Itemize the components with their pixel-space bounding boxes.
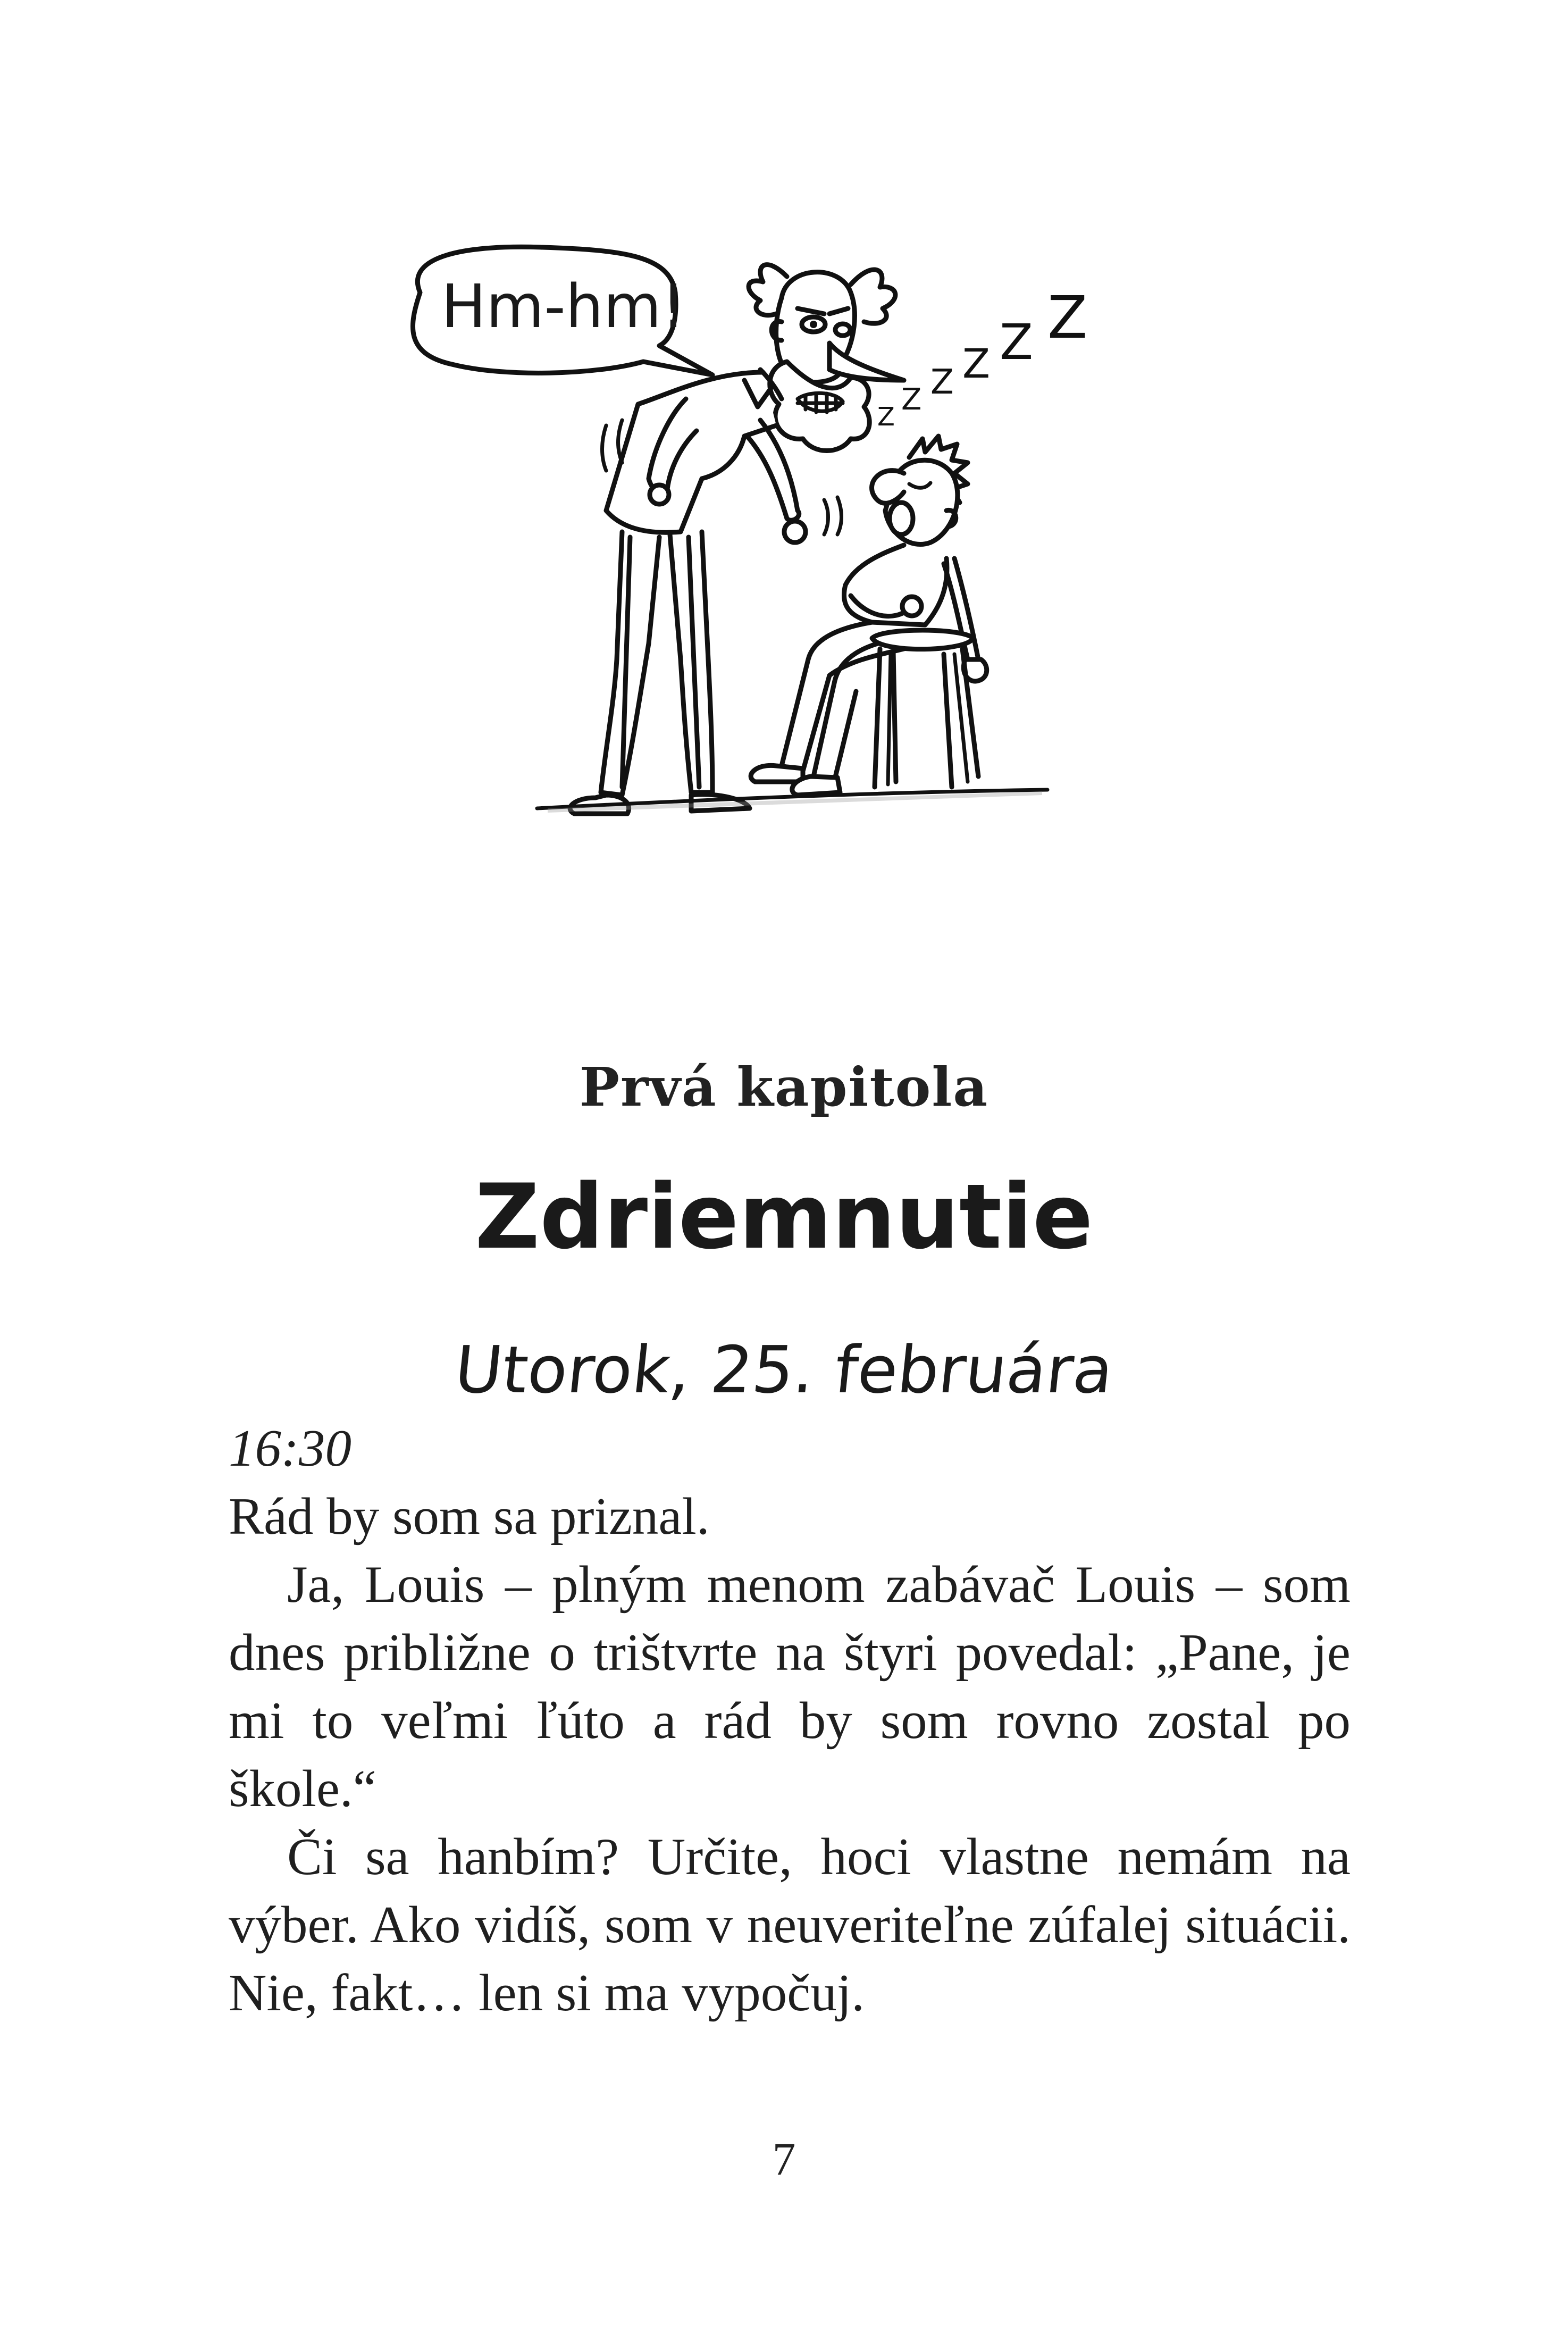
date-heading: Utorok, 25. februára [451,1332,1117,1408]
paragraph: Či sa hanbím? Určite, hoci vlastne nemám na výber. Ako vidíš, som v neuveriteľne zúfalej situácii. Nie, fakt… len si ma vypočuj. [229,1828,1351,2022]
paragraph: Rád by som sa priznal. [229,1487,710,1545]
speech-bubble [413,247,712,375]
svg-text:Z: Z [1000,314,1034,371]
snore-zs [877,283,1087,432]
svg-text:Z: Z [962,340,991,387]
chapter-title: Zdriemnutie [475,1165,1093,1269]
svg-text:Z: Z [930,363,954,402]
chapter-illustration [372,234,1202,957]
page-number: 7 [772,2134,796,2185]
chapter-label: Prvá kapitola [579,1056,989,1118]
svg-text:Z: Z [1047,283,1088,352]
speech-bubble-text: Hm-hm! [441,272,685,341]
time-stamp: 16:30 [229,1419,351,1477]
teacher-figure [570,265,904,814]
svg-text:Z: Z [901,382,922,417]
teacher-and-sleeping-boy-drawing [372,234,1202,957]
svg-text:Z: Z [877,402,895,432]
body-text [229,1415,1351,2027]
paragraph: Ja, Louis – plným menom zabávač Louis – som dnes približne o trištvrte na štyri povedal: „Pane, je mi to veľmi ľúto a rád by som rovno zostal po škole.“ [229,1556,1351,1818]
